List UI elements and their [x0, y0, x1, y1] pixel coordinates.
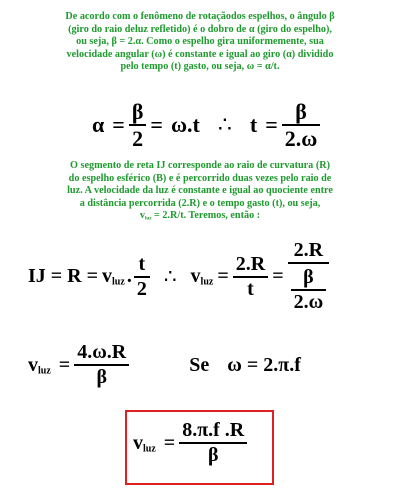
luz-subscript: luz [200, 276, 214, 288]
text-line: a distância percorrida (2.R) e o tempo gasto (t), ou seja, [79, 197, 321, 209]
inner-fraction [291, 267, 327, 313]
numerator: 2.R [233, 254, 268, 278]
alpha-symbol: α [92, 112, 105, 138]
equals-sign: = [58, 353, 71, 376]
omega-t: ω.t [170, 112, 200, 138]
denominator: t [247, 277, 254, 300]
v-luz [133, 432, 156, 455]
intro-paragraph [10, 11, 390, 74]
v-symbol: v [190, 265, 201, 287]
equation-v-luz-omega [28, 342, 305, 388]
text-line: velocidade angular (ω) é constante e igual ao giro (α) dividido [66, 48, 334, 60]
equals-sign: = [217, 265, 229, 287]
denominator: 2 [136, 277, 147, 300]
inner-denominator: 2.ω [293, 291, 324, 313]
v-luz [102, 265, 125, 288]
denominator: 2.ω [284, 126, 318, 152]
numerator: t [134, 254, 150, 278]
luz-subscript: luz [38, 365, 51, 376]
text-line: do espelho esférico (B) e é percorrido duas vezes pelo raio de [68, 172, 332, 184]
text-line [10, 210, 390, 225]
luz-subscript: luz [144, 215, 152, 222]
text-line: (giro do raio deluz refletido) é o dobro de α (giro do espelho), [68, 23, 332, 35]
fraction-t-over-2 [134, 254, 150, 300]
denominator: β [207, 444, 219, 466]
equation-angular-velocity [88, 100, 320, 150]
numerator: 2.R [288, 240, 330, 264]
light-speed-paragraph [10, 160, 390, 225]
v-symbol: v [28, 353, 38, 376]
fraction-beta-over-2 [129, 100, 147, 150]
equation-result [133, 420, 247, 466]
v-symbol: v [133, 431, 143, 454]
text-line: O segmento de reta IJ corresponde ao raio de curvatura (R) [70, 160, 330, 171]
inner-numerator: β [291, 267, 327, 291]
v-symbol: v [102, 265, 113, 287]
time-variable: t [249, 112, 258, 138]
v-luz [28, 354, 51, 377]
fraction-beta-over-2omega [282, 100, 321, 150]
fraction-2r-over-beta-over-2omega [288, 240, 330, 313]
luz-subscript: luz [143, 443, 156, 454]
ij-equals-r: IJ = R = [28, 265, 99, 287]
therefore-symbol: ∴ [163, 266, 177, 288]
luz-subscript: luz [112, 276, 125, 288]
se-label: Se [189, 353, 210, 376]
equals-sign: = [150, 112, 163, 138]
fraction-4omegar-over-beta [74, 342, 129, 388]
denominator: 2 [132, 126, 144, 152]
text-line: pelo tempo (t) gasto, ou seja, ω = α/t. [120, 61, 280, 73]
therefore-symbol: ∴ [217, 112, 232, 138]
v-symbol: v [139, 210, 145, 222]
numerator: 4.ω.R [74, 342, 129, 366]
multiplication-dot: . [126, 265, 132, 287]
equals-sign: = [112, 112, 125, 138]
equation-speed-of-light [28, 240, 329, 313]
equals-sign: = [272, 265, 284, 287]
omega-definition: ω = 2.π.f [227, 353, 301, 376]
fraction-result [179, 420, 247, 466]
text-line: ou seja, β = 2.α. Como o espelho gira uniformemente, sua [76, 36, 324, 48]
compound-denominator [288, 264, 330, 313]
text-line: De acordo com o fenômeno de rotaçãodos espelhos, o ângulo β [65, 11, 335, 22]
fraction-2r-over-t [233, 254, 268, 300]
text-line: luz. A velocidade da luz é constante e igual ao quociente entre [67, 185, 333, 197]
equals-sign: = [163, 431, 176, 454]
text-line-rest: = 2.R/t. Teremos, então : [151, 210, 261, 222]
numerator: 8.π.f .R [179, 420, 247, 444]
v-luz [191, 265, 214, 288]
numerator: β [129, 100, 147, 126]
equals-sign: = [265, 112, 278, 138]
denominator: β [96, 366, 107, 388]
numerator: β [282, 100, 321, 126]
